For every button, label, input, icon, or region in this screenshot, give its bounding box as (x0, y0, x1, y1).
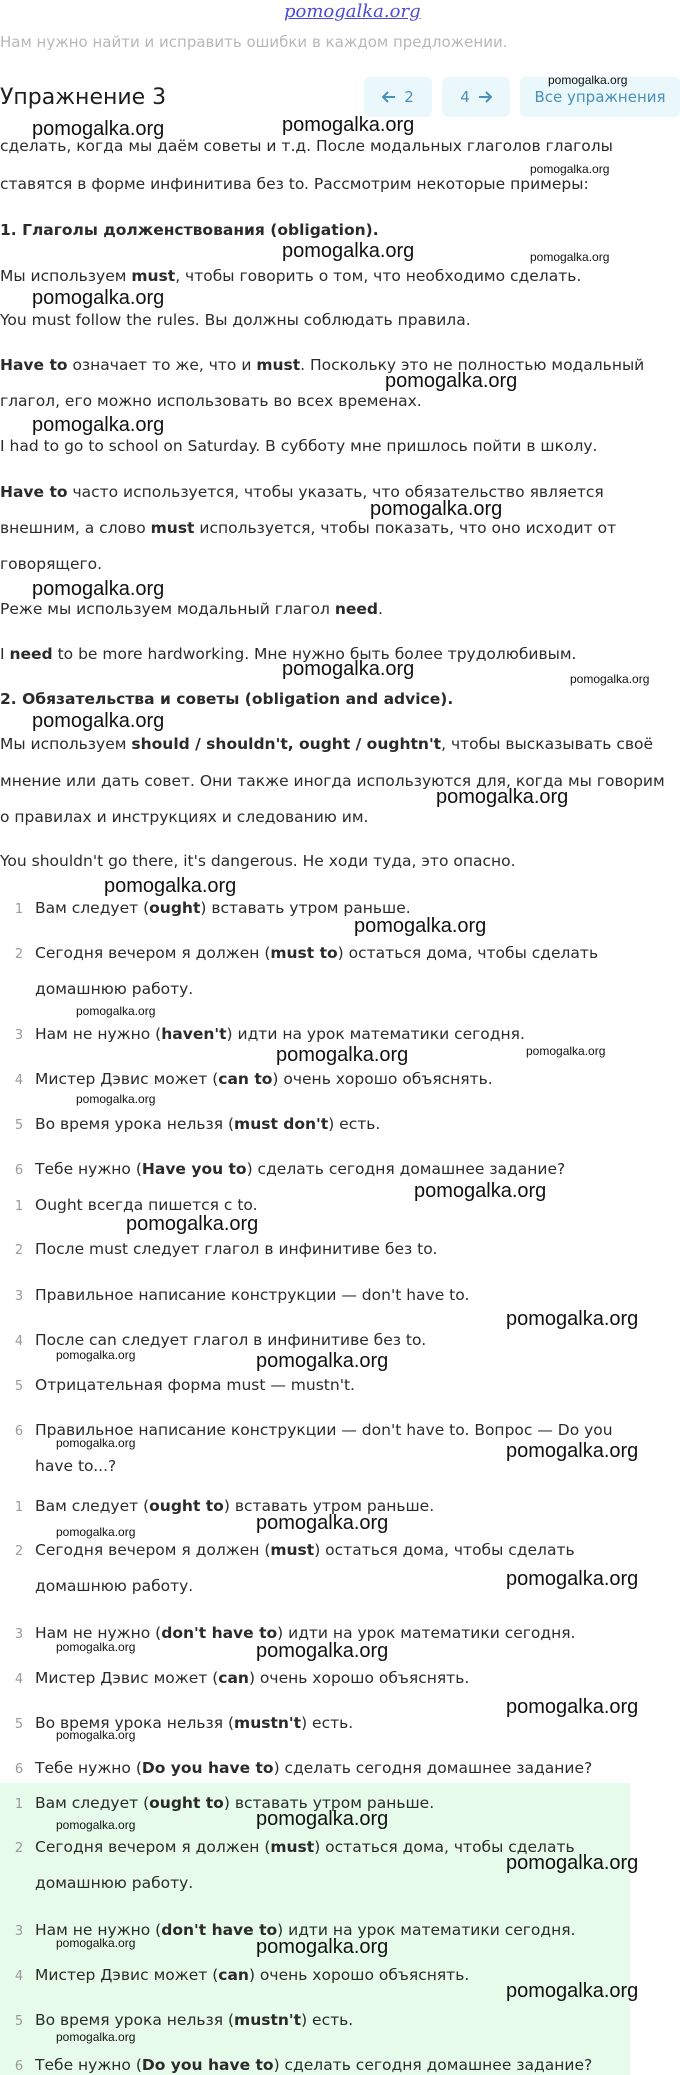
item-number: 5 (14, 1717, 24, 1732)
watermark: pomogalka.org (256, 1350, 389, 1372)
theory-line: говорящего. (0, 555, 103, 573)
theory-line: Мы используем must, чтобы говорить о том, что необходимо сделать. (0, 267, 582, 285)
site-logo[interactable]: pomogalka.org (284, 1, 421, 22)
watermark: pomogalka.org (436, 786, 569, 808)
highlighted-answer-item: Тебе нужно (Do you have to) сделать сегодня домашнее задание? (35, 2056, 593, 2074)
explanation-item: Ought всегда пишется с to. (35, 1196, 258, 1214)
task-item: Мистер Дэвис может (can to) очень хорошо объяснять. (35, 1070, 493, 1088)
next-exercise-button[interactable] (442, 77, 510, 117)
explanation-item-continued: have to...? (35, 1457, 117, 1475)
watermark: pomogalka.org (530, 250, 610, 264)
explanation-item: Правильное написание конструкции — don't have to. Вопрос — Do you (35, 1421, 613, 1439)
watermark: pomogalka.org (354, 915, 487, 937)
item-number: 6 (14, 1163, 24, 1178)
item-number: 4 (14, 1969, 24, 1984)
watermark: pomogalka.org (276, 1044, 409, 1066)
item-number: 5 (14, 1379, 24, 1394)
watermark: pomogalka.org (32, 287, 165, 309)
watermark: pomogalka.org (256, 1512, 389, 1534)
item-number: 6 (14, 1762, 24, 1777)
highlighted-answer-item: Вам следует (ought to) вставать утром раньше. (35, 1794, 435, 1812)
item-number: 2 (14, 947, 24, 962)
item-number: 2 (14, 1243, 24, 1258)
watermark: pomogalka.org (56, 1348, 136, 1362)
item-number: 2 (14, 1841, 24, 1856)
highlighted-answer-item-continued: домашнюю работу. (35, 1874, 194, 1892)
answer-item: Сегодня вечером я должен (must) остаться дома, чтобы сделать (35, 1541, 575, 1559)
watermark: pomogalka.org (32, 414, 165, 436)
watermark: pomogalka.org (506, 1440, 639, 1462)
answer-item: Тебе нужно (Do you have to) сделать сегодня домашнее задание? (35, 1759, 593, 1777)
item-number: 3 (14, 1627, 24, 1642)
watermark: pomogalka.org (506, 1308, 639, 1330)
watermark: pomogalka.org (256, 1808, 389, 1830)
item-number: 1 (14, 1797, 24, 1812)
theory-line: сделать, когда мы даём советы и т.д. После модальных глаголов глаголы (0, 137, 613, 155)
watermark: pomogalka.org (506, 1568, 639, 1590)
watermark: pomogalka.org (530, 162, 610, 176)
watermark: pomogalka.org (256, 1640, 389, 1662)
watermark: pomogalka.org (56, 1640, 136, 1654)
watermark: pomogalka.org (282, 114, 415, 136)
item-number: 5 (14, 1118, 24, 1133)
watermark: pomogalka.org (56, 2030, 136, 2044)
task-item: Во время урока нельзя (must don't) есть. (35, 1115, 381, 1133)
highlighted-answer-item: Во время урока нельзя (mustn't) есть. (35, 2011, 354, 2029)
all-exercises-label: Все упражнения (534, 88, 666, 106)
page-title: Упражнение 3 (0, 85, 167, 110)
theory-line: ставятся в форме инфинитива без to. Рассмотрим некоторые примеры: (0, 175, 589, 193)
item-number: 6 (14, 2059, 24, 2074)
item-number: 3 (14, 1924, 24, 1939)
theory-line: Мы используем should / shouldn't, ought / oughtn't, чтобы высказывать своё (0, 735, 653, 753)
item-number: 3 (14, 1028, 24, 1043)
watermark: pomogalka.org (104, 875, 237, 897)
theory-line: Реже мы используем модальный глагол need. (0, 600, 383, 618)
task-item: Вам следует (ought) вставать утром раньше. (35, 899, 411, 917)
item-number: 6 (14, 1424, 24, 1439)
item-number: 3 (14, 1289, 24, 1304)
answer-item-continued: домашнюю работу. (35, 1577, 194, 1595)
theory-line: Have to часто используется, чтобы указать, что обязательство является (0, 483, 604, 501)
watermark: pomogalka.org (76, 1092, 156, 1106)
item-number: 1 (14, 1500, 24, 1515)
explanation-item: После can следует глагол в инфинитиве без to. (35, 1331, 427, 1349)
example-sentence: I had to go to school on Saturday. В субботу мне пришлось пойти в школу. (0, 437, 598, 455)
prev-exercise-button[interactable] (364, 77, 432, 117)
task-intro: Нам нужно найти и исправить ошибки в каждом предложении. (0, 33, 508, 51)
watermark: pomogalka.org (56, 1936, 136, 1950)
theory-line: внешним, а слово must используется, чтобы показать, что оно исходит от (0, 519, 617, 537)
item-number: 1 (14, 1199, 24, 1214)
task-item: Тебе нужно (Have you to) сделать сегодня домашнее задание? (35, 1160, 566, 1178)
next-exercise-label: 4 (460, 88, 470, 106)
task-item: Нам не нужно (haven't) идти на урок математики сегодня. (35, 1025, 525, 1043)
watermark: pomogalka.org (282, 240, 415, 262)
watermark: pomogalka.org (56, 1728, 136, 1742)
watermark: pomogalka.org (32, 710, 165, 732)
watermark: pomogalka.org (506, 1980, 639, 2002)
example-sentence: You shouldn't go there, it's dangerous. Не ходи туда, это опасно. (0, 852, 516, 870)
watermark: pomogalka.org (282, 658, 415, 680)
theory-line: мнение или дать совет. Они также иногда используются для, когда мы говорим (0, 772, 665, 790)
watermark: pomogalka.org (256, 1936, 389, 1958)
watermark: pomogalka.org (570, 672, 650, 686)
watermark: pomogalka.org (76, 1004, 156, 1018)
arrow-left-icon (382, 91, 396, 103)
watermark: pomogalka.org (526, 1044, 606, 1058)
item-number: 4 (14, 1334, 24, 1349)
theory-line: Have to означает то же, что и must. Поскольку это не полностью модальный (0, 356, 645, 374)
section-heading-advice: 2. Обязательства и советы (obligation and advice). (0, 690, 454, 708)
prev-exercise-label: 2 (404, 88, 414, 106)
answer-item: Во время урока нельзя (mustn't) есть. (35, 1714, 354, 1732)
watermark: pomogalka.org (548, 73, 628, 87)
watermark: pomogalka.org (32, 118, 165, 140)
example-sentence: You must follow the rules. Вы должны соблюдать правила. (0, 311, 471, 329)
watermark: pomogalka.org (414, 1180, 547, 1202)
theory-line: о правилах и инструкциях и следованию им. (0, 808, 369, 826)
item-number: 5 (14, 2014, 24, 2029)
answer-item: Мистер Дэвис может (can) очень хорошо объяснять. (35, 1669, 470, 1687)
section-heading-obligation: 1. Глаголы долженствования (obligation). (0, 221, 379, 239)
task-item-continued: домашнюю работу. (35, 980, 194, 998)
watermark: pomogalka.org (385, 370, 518, 392)
watermark: pomogalka.org (56, 1436, 136, 1450)
watermark: pomogalka.org (56, 1525, 136, 1539)
highlighted-answer-item: Мистер Дэвис может (can) очень хорошо объяснять. (35, 1966, 470, 1984)
answer-item: Нам не нужно (don't have to) идти на урок математики сегодня. (35, 1624, 576, 1642)
explanation-item: Правильное написание конструкции — don't have to. (35, 1286, 470, 1304)
watermark: pomogalka.org (370, 498, 503, 520)
watermark: pomogalka.org (32, 578, 165, 600)
theory-line: глагол, его можно использовать во всех временах. (0, 392, 422, 410)
arrow-right-icon (478, 91, 492, 103)
answer-item: Вам следует (ought to) вставать утром раньше. (35, 1497, 435, 1515)
watermark: pomogalka.org (126, 1213, 259, 1235)
explanation-item: Отрицательная форма must — mustn't. (35, 1376, 355, 1394)
explanation-item: После must следует глагол в инфинитиве без to. (35, 1240, 438, 1258)
highlighted-answer-item: Нам не нужно (don't have to) идти на урок математики сегодня. (35, 1921, 576, 1939)
item-number: 2 (14, 1544, 24, 1559)
item-number: 4 (14, 1672, 24, 1687)
item-number: 4 (14, 1073, 24, 1088)
example-sentence: I need to be more hardworking. Мне нужно быть более трудолюбивым. (0, 645, 577, 663)
item-number: 1 (14, 902, 24, 917)
highlighted-answer-item: Сегодня вечером я должен (must) остаться дома, чтобы сделать (35, 1838, 575, 1856)
watermark: pomogalka.org (506, 1852, 639, 1874)
watermark: pomogalka.org (506, 1696, 639, 1718)
watermark: pomogalka.org (56, 1818, 136, 1832)
task-item: Сегодня вечером я должен (must to) остаться дома, чтобы сделать (35, 944, 599, 962)
